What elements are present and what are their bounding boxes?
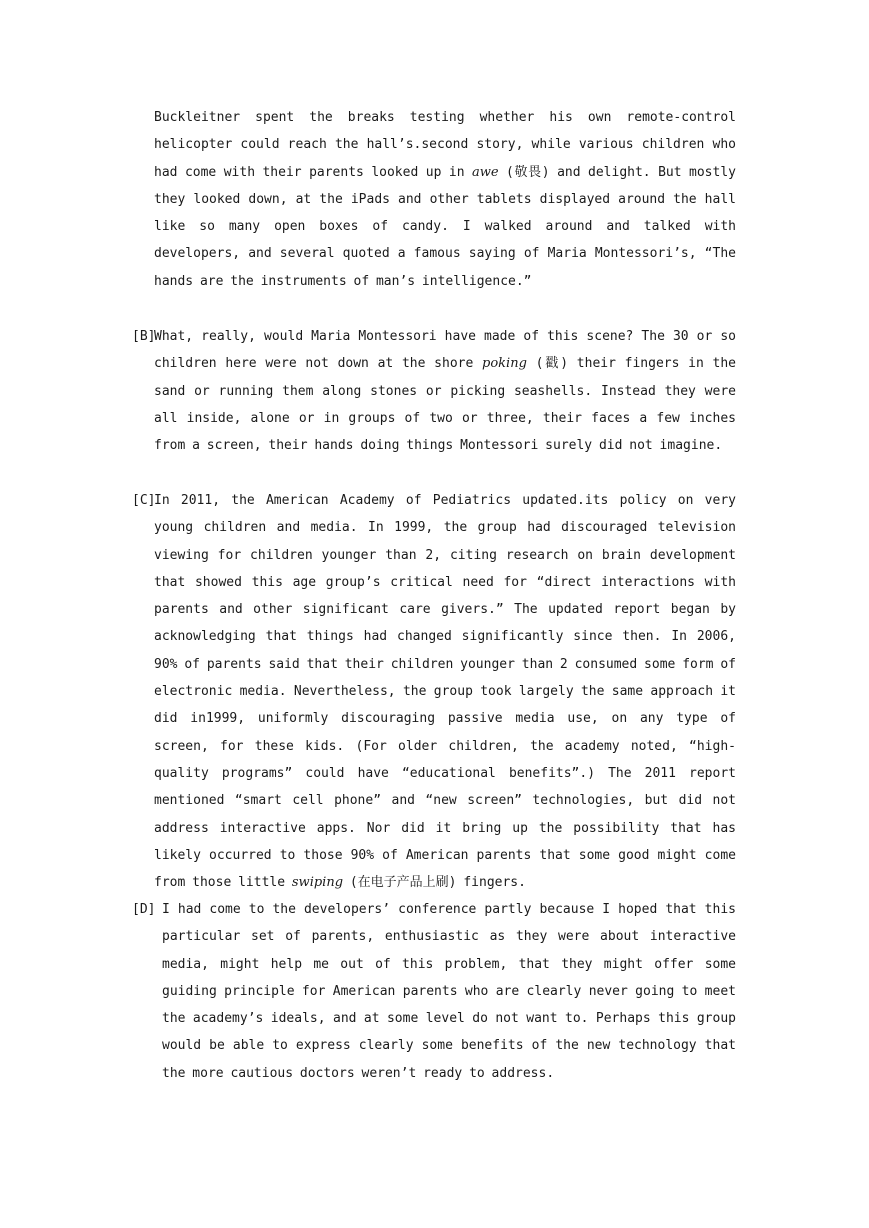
paragraph-intro-text-2: (敬畏) and delight. But mostly they looked down, at the iPads and other tablets displayed around the hall like so many open boxes of candy. I walked around and talked with developers, and several quoted a famous saying of Maria Montessori’s, “The hands are the instruments of man’s intelligence.” [154,164,736,289]
paragraph-intro [154,104,736,295]
paragraph-b-text-1: What, really, would Maria Montessori have made of this scene? The 30 or so children here were not down at the shore [154,329,736,372]
paragraph-b [132,323,736,459]
paragraph-c [132,487,736,896]
paragraph-c-text-1: In 2011, the American Academy of Pediatrics updated.its policy on very young children and media. In 1999, the group had discouraged television viewing for children younger than 2, citing research on brain development that showed this age group’s critical need for “direct interactions with parents and other significant care givers.” The updated report began by acknowledging that things had changed significantly since then. In 2006, 90% of parents said that their children younger than 2 consumed some form of electronic media. Nevertheless, the group took largely the same approach it did in1999, uniformly discouraging passive media use, on any type of screen, for these kids. (For older children, the academy noted, “high-quality programs” could have “educational benefits”.) The 2011 report mentioned “smart cell phone” and “new screen” technologies, but did not address interactive apps. Nor did it bring up the possibility that has likely occurred to those 90% of American parents that some good might come from those little [154,493,736,891]
paragraph-c-text-2: (在电子产品上刷) fingers. [343,875,526,891]
paragraph-c-emphasis: swiping [291,875,344,891]
paragraph-c-marker: [C] [132,493,156,508]
paragraph-b-emphasis: poking [482,356,527,372]
paragraph-d-text-1: I had come to the developers’ conference partly because I hoped that this particular set of parents, enthusiastic as they were about interactive media, might help me out of this problem, that they might offer some guiding principle for American parents who are clearly never going to meet the academy’s ideals, and at some level do not want to. Perhaps this group would be able to express clearly some benefits of the new technology that the more cautious doctors weren’t ready to address. [162,902,736,1081]
paragraph-intro-emphasis: awe [472,164,499,180]
paragraph-b-marker: [B] [132,329,156,344]
paragraph-intro-text-1: Buckleitner spent the breaks testing whether his own remote-control helicopter could reach the hall’s.second story, while various children who had come with their parents looked up in [154,110,736,180]
paragraph-b-text-2: (戳) their fingers in the sand or running them along stones or picking seashells. Instead they were all inside, alone or in groups of two or three, their faces a few inches from a screen, their hands doing things Montessori surely did not imagine. [154,356,736,454]
paragraph-d [132,896,736,1087]
paragraph-d-marker: [D] [132,902,156,917]
